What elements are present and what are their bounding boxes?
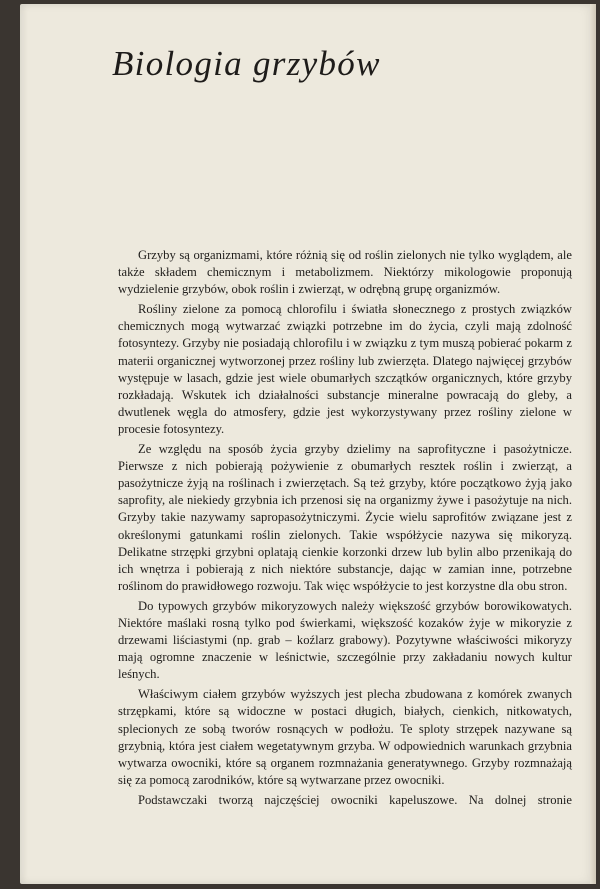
paragraph: Właściwym ciałem grzybów wyższych jest plecha zbudowana z komórek zwanych strzępkami, które są widoczne w postaci długich, białych, cienkich, nitkowatych, splecionych ze sobą tworów rosnących w podłożu. Te sploty strzępek nazywane są grzybnią, która jest ciałem wegetatywnym grzyba. W odpowiednich warunkach grzybnia wytwarza owocniki, które są organem rozmnażania generatywnego. Grzyby rozmnażają się za pomocą zarodników, które są wytwarzane przez owocniki. bbox=[118, 687, 572, 787]
page-edge bbox=[590, 4, 596, 884]
paragraph: Grzyby są organizmami, które różnią się od roślin zielonych nie tylko wyglądem, ale także składem chemicznym i metabolizmem. Niektórzy mikologowie proponują wydzielenie grzybów, obok roślin i zwierząt, w odrębną grupę organizmów. bbox=[118, 248, 572, 297]
paragraph: Podstawczaki tworzą najczęściej owocniki kapeluszowe. Na dolnej stronie bbox=[138, 792, 572, 807]
body-text bbox=[118, 247, 572, 809]
chapter-title: Biologia grzybów bbox=[112, 44, 381, 83]
book-page bbox=[20, 4, 596, 884]
paragraph: Do typowych grzybów mikoryzowych należy większość grzybów borowikowatych. Niektóre maślaki rosną tylko pod świerkami, większość kozaków żyje w mikoryzie z drzewami liściastymi (np. grab – koźlarz grabowy). Pozytywne właściwości mikoryzy mają ogromne znaczenie w leśnictwie, szczególnie przy zakładaniu nowych kultur leśnych. bbox=[118, 598, 572, 682]
paragraph: Ze względu na sposób życia grzyby dzielimy na saprofityczne i pasożytnicze. Pierwsze z nich pobierają pożywienie z obumarłych resztek roślin i zwierząt, a pasożytnicze żyją na roślinach i zwierzętach. Są też grzyby, które początkowo żyją jako saprofity, ale niekiedy grzybnia ich przenosi się na organizmy żywe i pasożytuje na nich. Grzyby takie nazywamy sapropasożytniczymi. Życie wielu saprofitów związane jest z określonymi gatunkami roślin zielonych. Takie współżycie nazywa się mikoryzą. Delikatne strzępki grzybni oplatają cienkie korzonki drzew lub bylin albo przenikają do ich wnętrza i pobierają z nich niektóre substancje, dając w zamian inne, potrzebne roślinom do prawidłowego rozwoju. Tak więc współżycie to jest korzystne dla obu stron. bbox=[118, 442, 572, 593]
paragraph: Rośliny zielone za pomocą chlorofilu i światła słonecznego z prostych związków chemicznych mogą wytwarzać związki potrzebne im do życia, czyli mają zdolność fotosyntezy. Grzyby nie posiadają chlorofilu i w związku z tym muszą pobierać pokarm z materii organicznej wytworzonej przez rośliny lub zwierzęta. Dlatego najwięcej grzybów występuje w lasach, gdzie jest wiele obumarłych szczątków organicznych, które grzyby rozkładają. Wskutek ich działalności substancje mineralne powracają do gleby, a dwutlenek węgla do atmosfery, gdzie jest wykorzystywany przez rośliny zielone w procesie fotosyntezy. bbox=[118, 302, 572, 436]
